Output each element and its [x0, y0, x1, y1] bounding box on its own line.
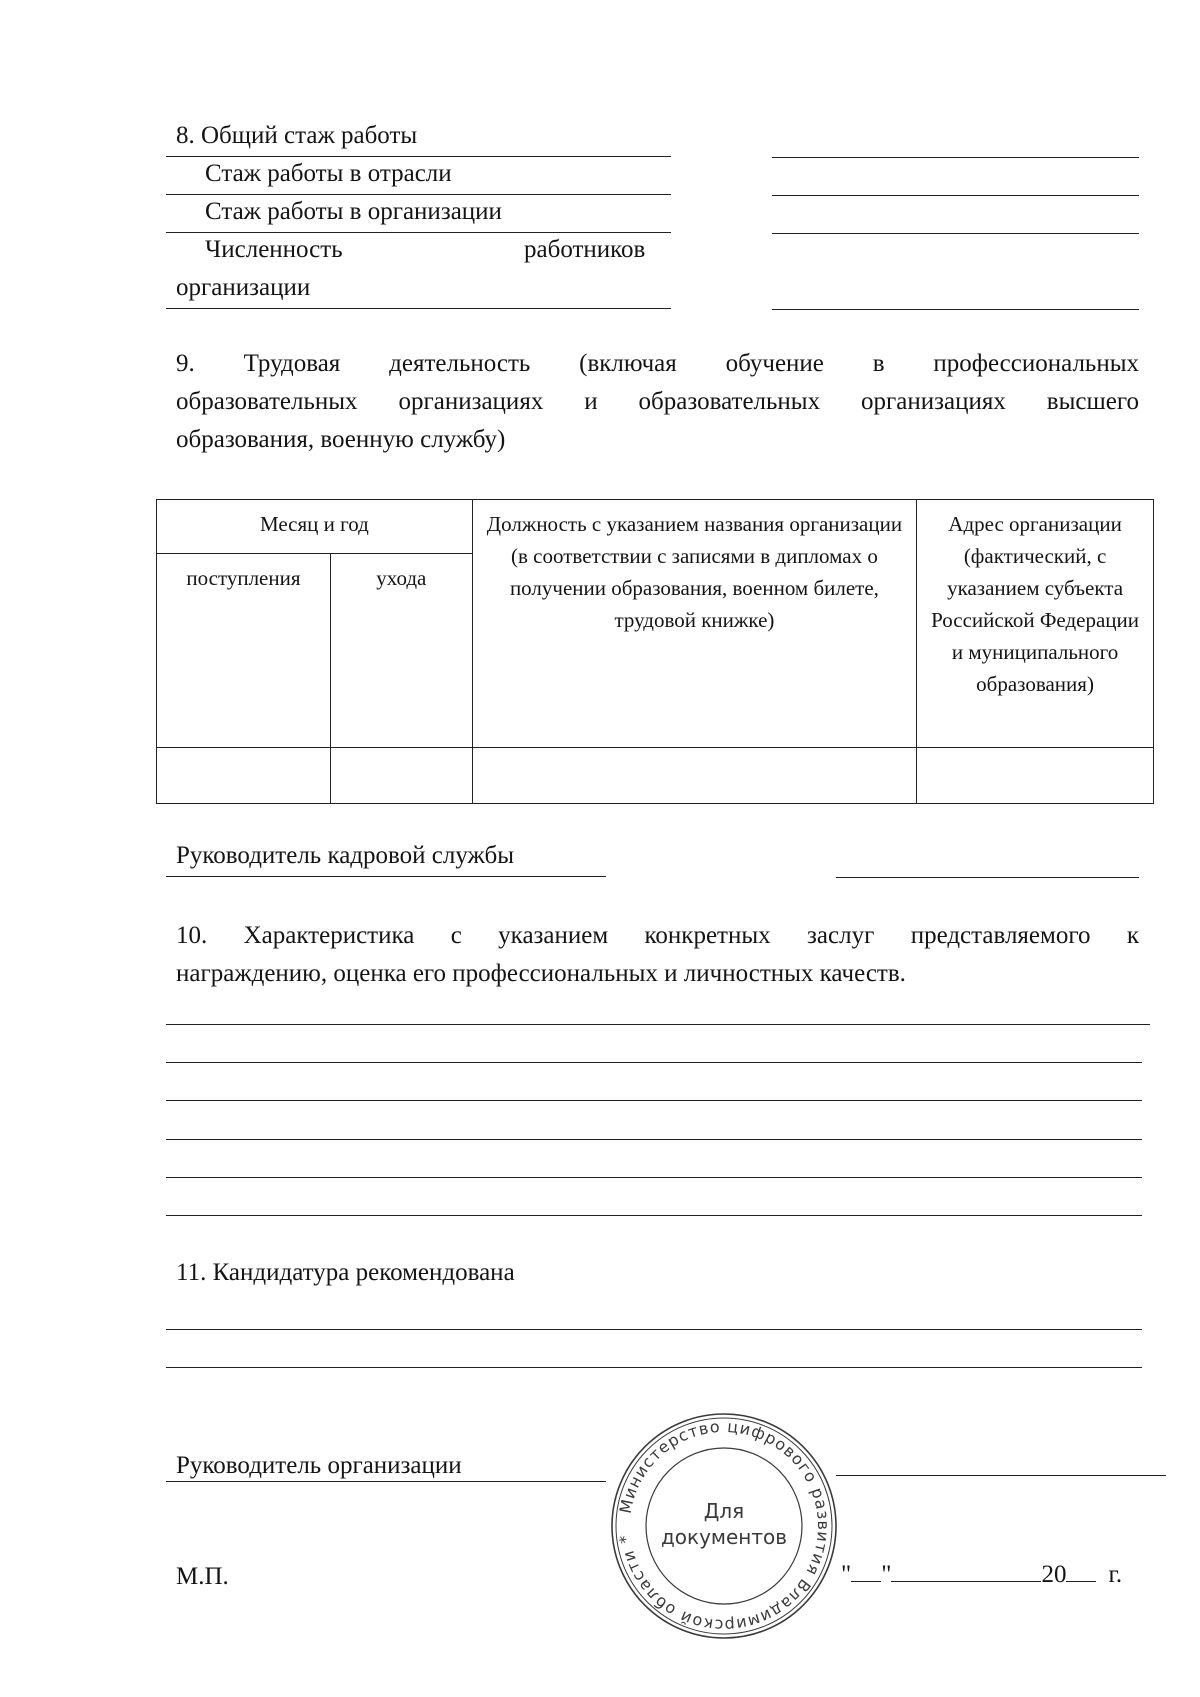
date-year-prefix: 20 [1041, 1561, 1067, 1588]
characteristic-line[interactable] [166, 1177, 1142, 1178]
leaving-header: ухода [330, 554, 472, 748]
position-cell[interactable] [472, 748, 916, 804]
org-head-underline [166, 1481, 606, 1482]
leaving-cell[interactable] [330, 748, 472, 804]
section9-line3: образования, военную службу) [176, 426, 506, 453]
section10-heading [176, 917, 1139, 993]
org-experience-field[interactable] [772, 233, 1139, 234]
month-year-header: Месяц и год [157, 500, 473, 554]
org-head-signature-field[interactable] [836, 1475, 1166, 1476]
admission-cell[interactable] [157, 748, 331, 804]
section11-title: 11. Кандидатура рекомендована [176, 1259, 515, 1286]
date-year-blank[interactable] [1066, 1559, 1096, 1582]
total-experience-field[interactable] [772, 157, 1139, 158]
recommendation-line[interactable] [166, 1329, 1142, 1330]
stamp-center-line1: Для [703, 1499, 745, 1523]
hr-head-signature-field[interactable] [836, 877, 1139, 878]
stamp-ring-text: Министерство цифрового развития Владимирской области * [615, 1416, 834, 1636]
total-experience-underline-left [166, 156, 671, 157]
date-field[interactable] [841, 1559, 1122, 1590]
official-stamp [608, 1410, 840, 1642]
org-head-label: Руководитель организации [176, 1452, 462, 1479]
headcount-underline-left [166, 308, 671, 309]
headcount-field[interactable] [772, 309, 1139, 310]
stamp-center-line2: документов [660, 1525, 788, 1549]
hr-head-label: Руководитель кадровой службы [176, 842, 514, 869]
headcount-label-word1: Численность [205, 236, 343, 263]
admission-header: поступления [157, 554, 331, 748]
employment-history-table [156, 499, 1154, 804]
hr-head-underline [166, 876, 606, 877]
address-cell[interactable] [917, 748, 1154, 804]
characteristic-line[interactable] [166, 1024, 1150, 1025]
industry-experience-label: Стаж работы в отрасли [205, 160, 452, 187]
characteristic-line[interactable] [166, 1100, 1142, 1101]
industry-experience-underline-left [166, 194, 671, 195]
date-quote-open: " [841, 1561, 852, 1588]
section9-line1: 9. Трудовая деятельность (включая обучение в профессиональных [176, 350, 1139, 377]
characteristic-line[interactable] [166, 1215, 1142, 1216]
recommendation-line[interactable] [166, 1367, 1142, 1368]
characteristic-line[interactable] [166, 1139, 1142, 1140]
section10-line1: 10. Характеристика с указанием конкретных заслуг представляемого к [176, 922, 1139, 949]
date-quote-close: " [881, 1561, 892, 1588]
org-experience-underline-left [166, 232, 671, 233]
headcount-label-word3: организации [176, 274, 311, 301]
section9-heading [176, 345, 1139, 459]
date-year-suffix: г. [1108, 1561, 1123, 1588]
section9-line2: образовательных организациях и образовательных организациях высшего [176, 388, 1139, 415]
position-header: Должность с указанием названия организации (в соответствии с записями в дипломах о получении образования, военном билете, трудовой книжке) [472, 500, 916, 748]
date-day-blank[interactable] [851, 1559, 881, 1582]
date-month-blank[interactable] [891, 1559, 1041, 1582]
seal-place-label: М.П. [176, 1563, 229, 1590]
section10-line2: награждению, оценка его профессиональных и личностных качеств. [176, 960, 906, 987]
headcount-label-word2: работников [524, 236, 646, 263]
org-experience-label: Стаж работы в организации [205, 198, 502, 225]
characteristic-line[interactable] [166, 1062, 1142, 1063]
industry-experience-field[interactable] [772, 195, 1139, 196]
address-header: Адрес организации (фактический, с указанием субъекта Российской Федерации и муниципального образования) [917, 500, 1154, 748]
total-experience-label: 8. Общий стаж работы [176, 122, 418, 149]
